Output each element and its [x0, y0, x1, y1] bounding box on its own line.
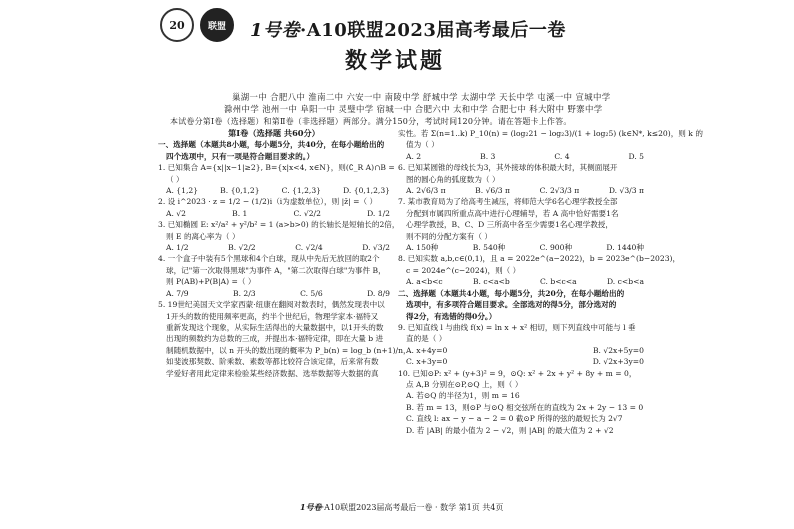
- question-line: 则 E 的离心率为（ ）: [166, 231, 240, 241]
- answer-option: B. √2x+5y=0: [592, 345, 644, 355]
- answer-option: B. 2/3: [232, 288, 256, 298]
- school-list-row-2: 滁州中学 池州一中 阜阳一中 灵璧中学 宿城一中 合肥六中 太和中学 合肥七中 科大附中 野寨中学: [224, 104, 603, 114]
- answer-option: D. √3/3 π: [608, 186, 644, 196]
- answer-option: A. {1,2}: [166, 186, 199, 196]
- answer-options: [398, 356, 644, 367]
- question-line: 直的是（ ）: [406, 334, 447, 344]
- exam-notice: 本试卷分第Ⅰ卷（选择题）和第Ⅱ卷（非选择题）两部分。满分150分，考试时间120分钟。请在答题卡上作答。: [170, 117, 572, 126]
- answer-option: C. {1,2,3}: [281, 186, 322, 196]
- answer-option: C. 2√3/3 π: [539, 186, 580, 196]
- exam-title: [250, 16, 566, 42]
- question-line: C. 直线 l: ax − y − a − 2 = 0 截⊙P 所得的弦的最短长为 2√7: [406, 414, 623, 424]
- answer-option: C. 900种: [539, 243, 573, 253]
- answer-option: C. x+3y=0: [406, 357, 448, 367]
- question-line: 3. 已知椭圆 E: x²/a² + y²/b² = 1 (a>b>0) 的长轴长是短轴长的2倍，: [158, 220, 400, 230]
- question-line: D. 若 |AB| 的最小值为 2 − √2，则 |AB| 的最大值为 2 + √2: [406, 425, 614, 435]
- question-line: c = 2024e^(c−2024)，则（ ）: [406, 265, 521, 275]
- question-line: 心理学教授，B、C、D 三所高中各至少需要1名心理学教授，: [406, 220, 613, 230]
- footer-text: ·A10联盟2023届高考最后一卷 · 数学 第1页 共4页: [321, 503, 504, 512]
- answer-options: [398, 276, 644, 287]
- answer-option: D. {0,1,2,3}: [343, 186, 390, 196]
- answer-options: [158, 288, 390, 299]
- question-line: 制随机数据中，以 n 开头的数出现的概率为 P_b(n) = log_b (n+1)/n，: [166, 345, 411, 355]
- answer-option: D. √3/2: [362, 243, 390, 253]
- answer-option: A. 7/9: [166, 288, 189, 298]
- answer-options: [158, 185, 390, 196]
- question-line: 学爱好者用此定律来检验某些经济数据、选举数据等大数据的真: [166, 368, 379, 378]
- question-line: 9. 已知直线 l 与曲线 f(x) = ln x + x² 相切，则下列直线中可能与 l 垂: [398, 322, 636, 332]
- question-line: 重新发现这个现象，从实际生活得出的大量数据中，以1开头的数: [166, 322, 384, 332]
- school-seal-logo: 联盟: [200, 8, 234, 42]
- question-line: 7. 某市教育局为了给高考生减压，将师范大学6名心理学教授全部: [398, 197, 618, 207]
- question-line: 5. 19世纪美国天文学家西蒙·纽康在翻阅对数表时，偶然发现表中以: [158, 300, 385, 310]
- question-line: 8. 已知实数 a,b,c∈(0,1)，且 a = 2022e^(a−2022)，b = 2023e^(b−2023)，: [398, 254, 681, 264]
- question-line: B. 若 m = 13，则⊙P 与⊙Q 相交弦所在的直线为 2x + 2y − 13 = 0: [406, 402, 644, 412]
- question-line: 如斐波那契数、阶乘数、素数等都比较符合该定律，后来常有数: [166, 357, 379, 367]
- answer-option: D. c<b<a: [606, 277, 644, 287]
- answer-option: A. a<b<c: [406, 277, 443, 287]
- title-text: ·A10联盟2023届高考最后一卷: [300, 20, 566, 41]
- answer-option: C. 5/6: [300, 288, 323, 298]
- question-line: 点 A,B 分别在⊙P,⊙Q 上，则（ ）: [406, 379, 523, 389]
- left-column: [158, 128, 411, 379]
- alliance-seal-logo: 20: [160, 8, 194, 42]
- answer-options: [398, 242, 644, 253]
- question-line: 10. 已知⊙P: x² + (y+3)² = 9，⊙Q: x² + 2x + y² + 8y + m = 0，: [398, 368, 637, 378]
- question-line: 分配到市属四所重点高中进行心理辅导，若 A 高中恰好需要1名: [406, 208, 619, 218]
- answer-option: D. 1/2: [367, 208, 390, 218]
- question-line: 4. 一个盒子中装有5个黑球和4个白球，现从中先后无放回的取2个: [158, 254, 380, 264]
- answer-options: [398, 185, 644, 196]
- question-line: 6. 已知某圆锥的母线长为3，其外接球的体积最大时，其侧面展开: [398, 163, 618, 173]
- answer-option: A. 2√6/3 π: [406, 186, 446, 196]
- question-line: 实性。若 Σ(n=1..k) P_10(n) = (log₂21 − log₂3)/(1 + log₂5) (k∈N*, k≤20)，则 k 的: [398, 129, 703, 138]
- question-line: 球，记"第一次取得黑球"为事件 A，"第二次取得白球"为事件 B，: [166, 265, 386, 275]
- question-line: 二、选择题（本题共4小题，每小题5分，共20分，在每小题给出的: [398, 288, 625, 298]
- answer-option: B. {0,1,2}: [220, 186, 260, 196]
- brand-mark: 1号卷: [250, 20, 301, 41]
- answer-options: [158, 208, 390, 219]
- answer-option: C. b<c<a: [539, 277, 577, 287]
- page-footer: [300, 502, 503, 513]
- question-line: 图的圆心角的弧度数为（ ）: [406, 174, 500, 184]
- question-line: 四个选项中，只有一项是符合题目要求的。）: [166, 151, 315, 161]
- answer-option: B. 1: [232, 208, 248, 218]
- question-line: （ ）: [166, 174, 184, 184]
- answer-option: B. √2/2: [228, 243, 256, 253]
- answer-option: B. 3: [480, 151, 496, 161]
- school-list-row-1: 巢湖一中 合肥八中 淮南二中 六安一中 南陵中学 舒城中学 太湖中学 天长中学 屯溪一中 宣城中学: [232, 92, 611, 102]
- answer-option: A. 2: [406, 151, 422, 161]
- answer-option: D. √2x+3y=0: [592, 357, 644, 367]
- answer-options: [158, 242, 390, 253]
- right-column: [398, 128, 703, 436]
- question-line: 则不同的分配方案有（ ）: [406, 231, 492, 241]
- answer-option: A. 1/2: [166, 243, 189, 253]
- question-line: 则 P(AB)+P(B|A) =（ ）: [166, 277, 256, 287]
- question-line: A. 若⊙Q 的半径为1，则 m = 16: [406, 391, 520, 401]
- answer-option: C. √2/4: [295, 243, 323, 253]
- answer-options: [398, 345, 644, 356]
- question-line: 1开头的数的使用频率更高，约半个世纪后，物理学家本·福特又: [166, 311, 379, 321]
- answer-option: D. 1440种: [606, 243, 644, 253]
- question-line: 得2分，有选错的得0分。）: [406, 311, 497, 321]
- footer-brand: 1号卷: [300, 502, 322, 512]
- answer-option: C. 4: [554, 151, 570, 161]
- question-line: 2. 设 i^2023 · z = 1/2 − (1/2)i（i为虚数单位），则 |z̄| =（ ）: [158, 197, 378, 207]
- question-line: 一、选择题（本题共8小题，每小题5分，共40分，在每小题给出的: [158, 140, 385, 150]
- answer-option: D. 5: [628, 151, 644, 161]
- answer-option: B. 540种: [472, 243, 506, 253]
- header-logos: [160, 8, 234, 42]
- exam-subtitle: 数学试题: [345, 48, 446, 74]
- answer-option: B. c<a<b: [472, 277, 510, 287]
- question-line: 1. 已知集合 A={x||x−1|≥2}, B={x|x<4, x∈N}，则(∁_R A)∩B =: [158, 163, 395, 173]
- answer-option: D. 8/9: [367, 288, 390, 298]
- answer-options: [398, 151, 644, 162]
- question-line: 选项中，有多项符合题目要求。全部选对的得5分，部分选对的: [406, 300, 617, 310]
- answer-option: A. √2: [166, 208, 186, 218]
- answer-option: A. x+4y=0: [406, 345, 448, 355]
- question-line: 值为（ ）: [406, 140, 439, 150]
- section-heading: 第Ⅰ卷（选择题 共60分）: [228, 128, 320, 138]
- answer-option: C. √2/2: [293, 208, 321, 218]
- question-line: 出现的频数约为总数的三成，并提出本·福特定律，即在大量 b 进: [166, 334, 384, 344]
- answer-option: A. 150种: [406, 243, 439, 253]
- answer-option: B. √6/3 π: [475, 186, 511, 196]
